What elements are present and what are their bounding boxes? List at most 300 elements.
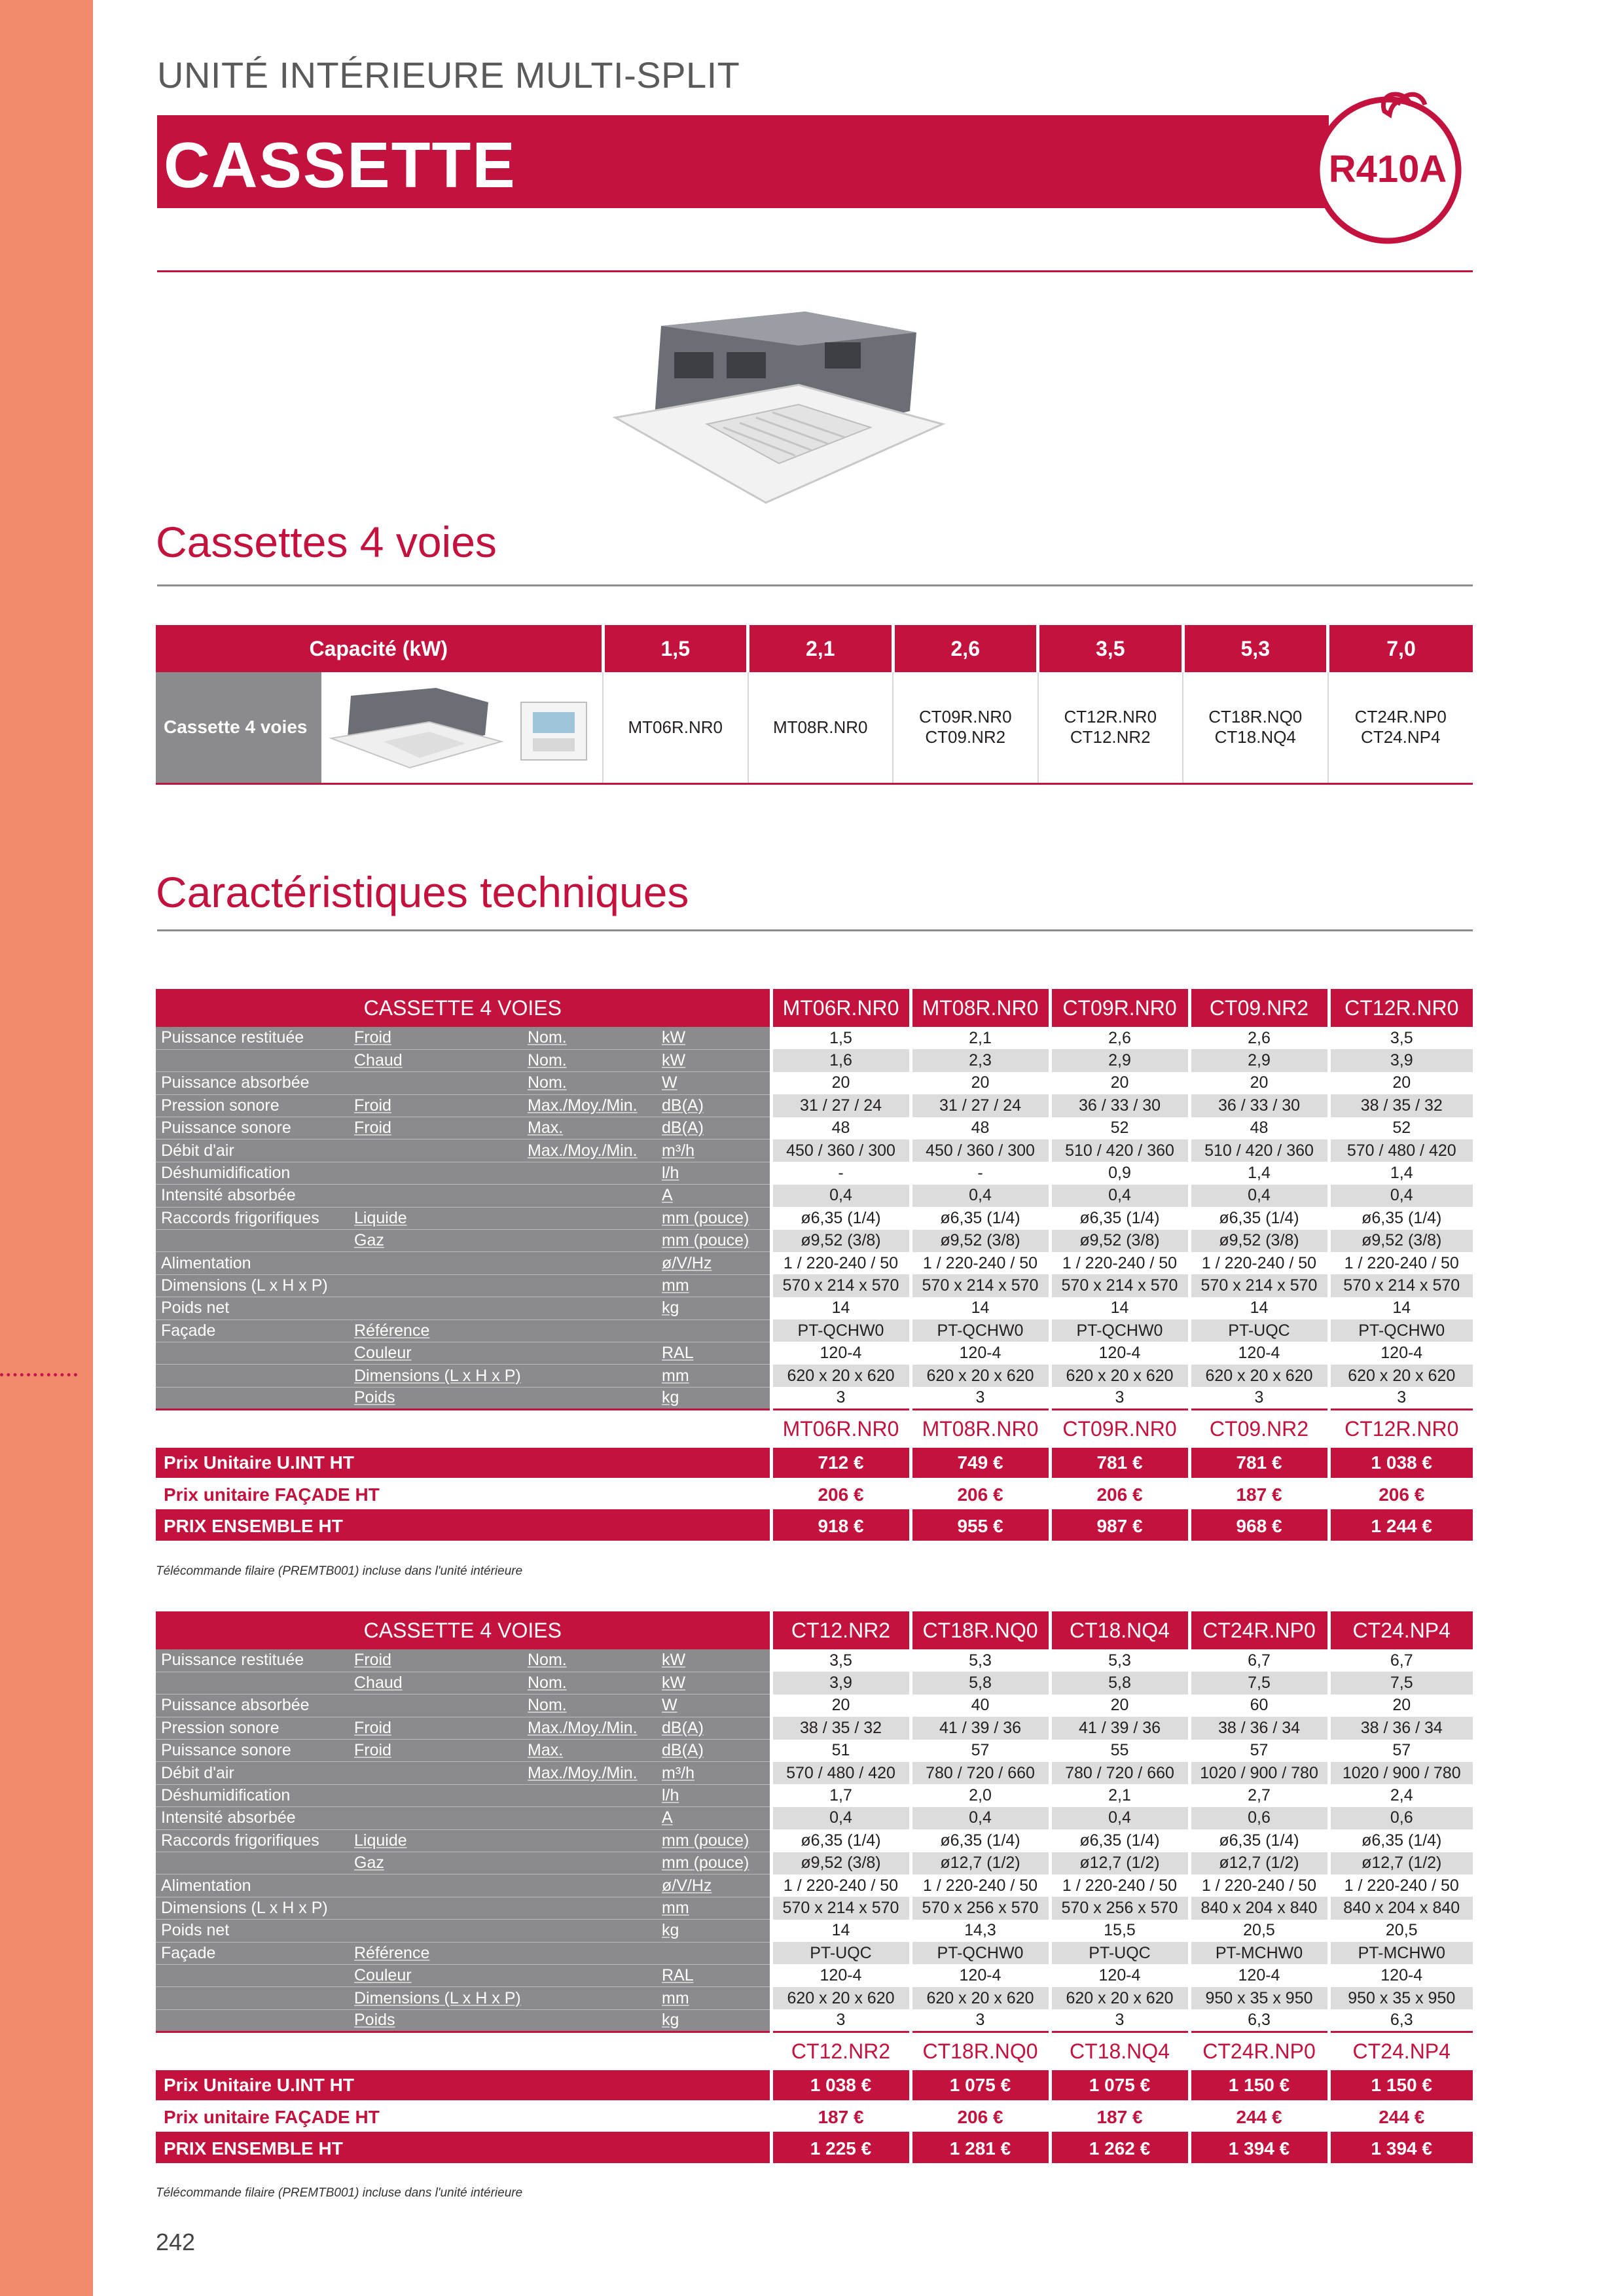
- table-row: [156, 1874, 1473, 1897]
- row-sublabel: [349, 1139, 522, 1162]
- row-mode: [522, 1829, 657, 1852]
- row-unit: ø/V/Hz: [657, 1252, 771, 1274]
- price-value: 1 075 €: [1050, 2070, 1189, 2102]
- table-row: [156, 1072, 1473, 1094]
- spec-value: 120-4: [771, 1964, 911, 1986]
- table-row: [156, 1695, 1473, 1717]
- spec-value: 1,5: [771, 1027, 911, 1049]
- spec-value: 0,4: [771, 1807, 911, 1829]
- row-label: [156, 1672, 349, 1694]
- spec-value: 780 / 720 / 660: [1050, 1762, 1189, 1784]
- model-footer: CT12.NR2: [771, 2032, 911, 2070]
- model-header: CT12.NR2: [771, 1611, 911, 1649]
- model-footer: CT12R.NR0: [1329, 1410, 1473, 1448]
- spec-value: 620 x 20 x 620: [771, 1987, 911, 2009]
- spec-value: 3: [771, 1387, 911, 1409]
- capacity-value: 5,3: [1183, 625, 1328, 672]
- row-sublabel: [349, 1920, 522, 1942]
- price-label: Prix Unitaire U.INT HT: [156, 2070, 771, 2102]
- row-mode: Nom.: [522, 1672, 657, 1694]
- spec-value: 950 x 35 x 950: [1329, 1987, 1473, 2009]
- row-label: [156, 1987, 349, 2009]
- model-cell: MT08R.NR0: [748, 672, 893, 783]
- spec-value: ø6,35 (1/4): [1329, 1207, 1473, 1229]
- spec-value: 20: [1329, 1072, 1473, 1094]
- spec-value: PT-QCHW0: [771, 1319, 911, 1342]
- page-number: 242: [156, 2229, 196, 2255]
- row-label: Puissance absorbée: [156, 1695, 349, 1717]
- row-unit: kg: [657, 1387, 771, 1409]
- spec-value: 2,7: [1189, 1784, 1329, 1806]
- spec-value: PT-UQC: [771, 1942, 911, 1964]
- spec-value: 120-4: [1189, 1342, 1329, 1364]
- model-footer: CT18.NQ4: [1050, 2032, 1189, 2070]
- row-sublabel: Froid: [349, 1027, 522, 1049]
- spec-value: 60: [1189, 1695, 1329, 1717]
- spec-value: 7,5: [1329, 1672, 1473, 1694]
- row-mode: Nom.: [522, 1072, 657, 1094]
- row-unit: m³/h: [657, 1139, 771, 1162]
- spec-value: 20: [1189, 1072, 1329, 1094]
- spec-value: 36 / 33 / 30: [1050, 1094, 1189, 1117]
- price-row: [156, 1448, 1473, 1479]
- spec-value: 570 x 214 x 570: [771, 1274, 911, 1297]
- row-unit: mm (pouce): [657, 1829, 771, 1852]
- spec-value: 120-4: [1050, 1342, 1189, 1364]
- row-label: Débit d'air: [156, 1762, 349, 1784]
- spec-value: 20: [1050, 1695, 1189, 1717]
- row-mode: [522, 1987, 657, 2009]
- spec-value: ø6,35 (1/4): [771, 1207, 911, 1229]
- spec-value: PT-QCHW0: [1329, 1319, 1473, 1342]
- page-title: CASSETTE: [164, 129, 516, 201]
- spec-value: 620 x 20 x 620: [911, 1987, 1050, 2009]
- table-row: [156, 1672, 1473, 1694]
- spec-value: ø6,35 (1/4): [911, 1207, 1050, 1229]
- spec-value: 57: [1189, 1740, 1329, 1762]
- row-unit: A: [657, 1185, 771, 1207]
- spec-value: 570 / 480 / 420: [771, 1762, 911, 1784]
- table-note: Télécommande filaire (PREMTB001) incluse dans l'unité intérieure: [156, 2186, 523, 2200]
- spec-value: 14,3: [911, 1920, 1050, 1942]
- row-unit: [657, 1942, 771, 1964]
- spec-value: 2,4: [1329, 1784, 1473, 1806]
- price-value: 187 €: [771, 2102, 911, 2133]
- section-rule: [157, 929, 1473, 931]
- spec-value: 6,7: [1189, 1649, 1329, 1672]
- row-sublabel: Chaud: [349, 1672, 522, 1694]
- spec-value: 6,7: [1329, 1649, 1473, 1672]
- table-row: [156, 1342, 1473, 1364]
- spec-value: ø12,7 (1/2): [1329, 1852, 1473, 1874]
- spec-value: 38 / 36 / 34: [1189, 1717, 1329, 1739]
- spec-value: 1020 / 900 / 780: [1329, 1762, 1473, 1784]
- model-header: CT18R.NQ0: [911, 1611, 1050, 1649]
- row-sublabel: Froid: [349, 1649, 522, 1672]
- row-label: Pression sonore: [156, 1717, 349, 1739]
- row-mode: [522, 1342, 657, 1364]
- price-value: 1 150 €: [1329, 2070, 1473, 2102]
- model-header: CT24.NP4: [1329, 1611, 1473, 1649]
- row-sublabel: Poids: [349, 1387, 522, 1409]
- row-unit: kg: [657, 1297, 771, 1319]
- spec-value: 570 / 480 / 420: [1329, 1139, 1473, 1162]
- row-mode: [522, 1365, 657, 1387]
- row-unit: mm (pouce): [657, 1207, 771, 1229]
- row-label: Dimensions (L x H x P): [156, 1274, 349, 1297]
- spec-value: PT-QCHW0: [911, 1942, 1050, 1964]
- capacity-value: 3,5: [1038, 625, 1183, 672]
- spec-value: 620 x 20 x 620: [1189, 1365, 1329, 1387]
- row-sublabel: Référence: [349, 1319, 522, 1342]
- spec-value: 3: [1050, 1387, 1189, 1409]
- row-sublabel: Poids: [349, 2009, 522, 2032]
- side-color-band: [0, 0, 93, 2296]
- row-sublabel: [349, 1297, 522, 1319]
- spec-value: 620 x 20 x 620: [1050, 1365, 1189, 1387]
- row-sublabel: Chaud: [349, 1049, 522, 1071]
- spec-value: 3: [1329, 1387, 1473, 1409]
- spec-value: ø9,52 (3/8): [1189, 1230, 1329, 1252]
- price-label: Prix unitaire FAÇADE HT: [156, 2102, 771, 2133]
- price-value: 206 €: [1329, 1479, 1473, 1511]
- table-row: [156, 1207, 1473, 1229]
- spec-value: 48: [771, 1117, 911, 1139]
- spec-value: 3: [771, 2009, 911, 2032]
- table-row: [156, 1139, 1473, 1162]
- price-value: 187 €: [1050, 2102, 1189, 2133]
- row-sublabel: [349, 1185, 522, 1207]
- row-unit: m³/h: [657, 1762, 771, 1784]
- spec-value: 1 / 220-240 / 50: [1189, 1252, 1329, 1274]
- spec-value: 450 / 360 / 300: [771, 1139, 911, 1162]
- model-footer: MT06R.NR0: [771, 1410, 911, 1448]
- row-label: Intensité absorbée: [156, 1185, 349, 1207]
- table-row: [156, 1027, 1473, 1049]
- model-header: MT08R.NR0: [911, 989, 1050, 1027]
- price-value: 1 150 €: [1189, 2070, 1329, 2102]
- row-mode: [522, 1942, 657, 1964]
- spec-value: 31 / 27 / 24: [911, 1094, 1050, 1117]
- row-label: [156, 1964, 349, 1986]
- row-unit: mm: [657, 1987, 771, 2009]
- row-label: Poids net: [156, 1920, 349, 1942]
- spec-value: 0,6: [1329, 1807, 1473, 1829]
- row-label: [156, 1387, 349, 1409]
- row-unit: kg: [657, 2009, 771, 2032]
- spec-value: ø6,35 (1/4): [1189, 1207, 1329, 1229]
- row-label: Débit d'air: [156, 1139, 349, 1162]
- spec-value: 620 x 20 x 620: [771, 1365, 911, 1387]
- spec-value: 41 / 39 / 36: [1050, 1717, 1189, 1739]
- row-unit: W: [657, 1072, 771, 1094]
- row-label: Alimentation: [156, 1252, 349, 1274]
- row-sublabel: [349, 1807, 522, 1829]
- price-row: [156, 1479, 1473, 1511]
- price-value: 206 €: [911, 2102, 1050, 2133]
- spec-value: 38 / 36 / 34: [1329, 1717, 1473, 1739]
- spec-value: 1 / 220-240 / 50: [1329, 1874, 1473, 1897]
- row-unit: mm: [657, 1274, 771, 1297]
- row-mode: [522, 1874, 657, 1897]
- table-row: [156, 1987, 1473, 2009]
- spec-value: 14: [1189, 1297, 1329, 1319]
- row-mode: Max./Moy./Min.: [522, 1717, 657, 1739]
- table-row: [156, 1942, 1473, 1964]
- spec-value: 48: [1189, 1117, 1329, 1139]
- row-sublabel: Liquide: [349, 1207, 522, 1229]
- price-value: 987 €: [1050, 1511, 1189, 1542]
- spec-value: 41 / 39 / 36: [911, 1717, 1050, 1739]
- row-mode: [522, 1297, 657, 1319]
- spec-value: ø6,35 (1/4): [771, 1829, 911, 1852]
- table-row: [156, 1387, 1473, 1409]
- spec-value: 14: [771, 1920, 911, 1942]
- price-value: 206 €: [1050, 1479, 1189, 1511]
- spec-value: 3,9: [1329, 1049, 1473, 1071]
- spec-value: 1 / 220-240 / 50: [911, 1874, 1050, 1897]
- page-kicker: UNITÉ INTÉRIEURE MULTI-SPLIT: [157, 54, 740, 96]
- price-value: 955 €: [911, 1511, 1050, 1542]
- table-row: [156, 1274, 1473, 1297]
- spec-value: 57: [1329, 1740, 1473, 1762]
- spec-value: 3: [911, 2009, 1050, 2032]
- price-value: 1 225 €: [771, 2133, 911, 2164]
- row-mode: [522, 1207, 657, 1229]
- spec-value: ø6,35 (1/4): [1189, 1829, 1329, 1852]
- row-label: Puissance sonore: [156, 1117, 349, 1139]
- price-value: 1 262 €: [1050, 2133, 1189, 2164]
- row-unit: mm (pouce): [657, 1852, 771, 1874]
- spec-value: PT-UQC: [1050, 1942, 1189, 1964]
- row-mode: Nom.: [522, 1027, 657, 1049]
- row-sublabel: [349, 1784, 522, 1806]
- row-mode: Max.: [522, 1117, 657, 1139]
- row-label: Intensité absorbée: [156, 1807, 349, 1829]
- row-sublabel: Froid: [349, 1717, 522, 1739]
- spec-value: 1 / 220-240 / 50: [911, 1252, 1050, 1274]
- footer-spacer: [156, 2032, 771, 2070]
- row-mode: Max.: [522, 1740, 657, 1762]
- row-unit: mm (pouce): [657, 1230, 771, 1252]
- spec-value: 1 / 220-240 / 50: [1050, 1252, 1189, 1274]
- model-footer: MT08R.NR0: [911, 1410, 1050, 1448]
- row-mode: [522, 1897, 657, 1919]
- spec-value: 3: [1050, 2009, 1189, 2032]
- spec-value: ø9,52 (3/8): [1329, 1230, 1473, 1252]
- table-row: [156, 1297, 1473, 1319]
- spec-value: 0,6: [1189, 1807, 1329, 1829]
- spec-value: 14: [911, 1297, 1050, 1319]
- table-title: CASSETTE 4 VOIES: [156, 1611, 771, 1649]
- row-sublabel: Dimensions (L x H x P): [349, 1987, 522, 2009]
- row-sublabel: Couleur: [349, 1342, 522, 1364]
- row-sublabel: Référence: [349, 1942, 522, 1964]
- row-sublabel: Froid: [349, 1117, 522, 1139]
- row-label: Déshumidification: [156, 1784, 349, 1806]
- spec-value: 14: [1329, 1297, 1473, 1319]
- price-row: [156, 1511, 1473, 1542]
- row-label: Alimentation: [156, 1874, 349, 1897]
- row-mode: [522, 1162, 657, 1184]
- model-footer: CT24.NP4: [1329, 2032, 1473, 2070]
- row-label: Déshumidification: [156, 1162, 349, 1184]
- row-label: Pression sonore: [156, 1094, 349, 1117]
- spec-value: 5,8: [1050, 1672, 1189, 1694]
- row-unit: RAL: [657, 1342, 771, 1364]
- spec-value: ø6,35 (1/4): [911, 1829, 1050, 1852]
- row-label: [156, 1049, 349, 1071]
- spec-value: 1 / 220-240 / 50: [1329, 1252, 1473, 1274]
- row-label: [156, 2009, 349, 2032]
- capacity-table: [156, 625, 1473, 785]
- table-row: [156, 1762, 1473, 1784]
- spec-value: 14: [1050, 1297, 1189, 1319]
- row-mode: Max./Moy./Min.: [522, 1094, 657, 1117]
- model-header: CT12R.NR0: [1329, 989, 1473, 1027]
- row-label: [156, 1852, 349, 1874]
- row-sublabel: Froid: [349, 1094, 522, 1117]
- spec-value: PT-UQC: [1189, 1319, 1329, 1342]
- price-value: 781 €: [1050, 1448, 1189, 1479]
- spec-value: 0,4: [1050, 1807, 1189, 1829]
- model-header: MT06R.NR0: [771, 989, 911, 1027]
- spec-value: 1 / 220-240 / 50: [1189, 1874, 1329, 1897]
- spec-value: PT-MCHW0: [1189, 1942, 1329, 1964]
- spec-value: 620 x 20 x 620: [1329, 1365, 1473, 1387]
- spec-value: 570 x 214 x 570: [1329, 1274, 1473, 1297]
- spec-value: 31 / 27 / 24: [771, 1094, 911, 1117]
- model-footer: CT09.NR2: [1189, 1410, 1329, 1448]
- capacity-header: Capacité (kW): [156, 625, 603, 672]
- spec-value: 570 x 256 x 570: [1050, 1897, 1189, 1919]
- row-mode: [522, 1387, 657, 1409]
- spec-value: 1,7: [771, 1784, 911, 1806]
- spec-value: 620 x 20 x 620: [911, 1365, 1050, 1387]
- price-value: 206 €: [771, 1479, 911, 1511]
- row-unit: kg: [657, 1920, 771, 1942]
- spec-value: 120-4: [911, 1964, 1050, 1986]
- table-row: [156, 1829, 1473, 1852]
- price-row: [156, 2070, 1473, 2102]
- svg-text:R410A: R410A: [1328, 148, 1447, 190]
- spec-value: ø6,35 (1/4): [1050, 1829, 1189, 1852]
- spec-value: 5,3: [1050, 1649, 1189, 1672]
- row-mode: [522, 1274, 657, 1297]
- spec-value: 57: [911, 1740, 1050, 1762]
- row-mode: Max./Moy./Min.: [522, 1762, 657, 1784]
- spec-value: 570 x 214 x 570: [1189, 1274, 1329, 1297]
- row-sublabel: [349, 1252, 522, 1274]
- row-sublabel: Couleur: [349, 1964, 522, 1986]
- spec-value: 1020 / 900 / 780: [1189, 1762, 1329, 1784]
- row-sublabel: Liquide: [349, 1829, 522, 1852]
- spec-value: ø9,52 (3/8): [1050, 1230, 1189, 1252]
- spec-value: 48: [911, 1117, 1050, 1139]
- model-header: CT09R.NR0: [1050, 989, 1189, 1027]
- row-mode: [522, 1920, 657, 1942]
- price-value: 206 €: [911, 1479, 1050, 1511]
- spec-value: 570 x 256 x 570: [911, 1897, 1050, 1919]
- price-value: 244 €: [1189, 2102, 1329, 2133]
- spec-value: 2,1: [1050, 1784, 1189, 1806]
- model-cell: CT12R.NR0 CT12.NR2: [1038, 672, 1183, 783]
- table-row: [156, 1365, 1473, 1387]
- table-row: [156, 1094, 1473, 1117]
- row-unit: [657, 1319, 771, 1342]
- row-label: Puissance restituée: [156, 1027, 349, 1049]
- model-footer: CT24R.NP0: [1189, 2032, 1329, 2070]
- row-sublabel: Gaz: [349, 1230, 522, 1252]
- row-unit: dB(A): [657, 1717, 771, 1739]
- spec-value: 840 x 204 x 840: [1329, 1897, 1473, 1919]
- table-note: Télécommande filaire (PREMTB001) incluse dans l'unité intérieure: [156, 1564, 523, 1578]
- row-mode: [522, 1807, 657, 1829]
- spec-value: 510 / 420 / 360: [1050, 1139, 1189, 1162]
- spec-value: PT-QCHW0: [911, 1319, 1050, 1342]
- table-row: [156, 1852, 1473, 1874]
- row-sublabel: Gaz: [349, 1852, 522, 1874]
- model-header: CT18.NQ4: [1050, 1611, 1189, 1649]
- row-mode: [522, 1252, 657, 1274]
- row-unit: RAL: [657, 1964, 771, 1986]
- section-title-specs: Caractéristiques techniques: [156, 868, 689, 916]
- table-row: [156, 1252, 1473, 1274]
- price-label: Prix unitaire FAÇADE HT: [156, 1479, 771, 1511]
- row-sublabel: [349, 1874, 522, 1897]
- spec-value: 0,4: [911, 1185, 1050, 1207]
- spec-table-1: [156, 989, 1473, 1543]
- row-sublabel: [349, 1162, 522, 1184]
- row-unit: dB(A): [657, 1740, 771, 1762]
- capacity-value: 2,6: [893, 625, 1038, 672]
- table-row: [156, 1897, 1473, 1919]
- row-unit: A: [657, 1807, 771, 1829]
- spec-value: 3: [911, 1387, 1050, 1409]
- row-label: Façade: [156, 1319, 349, 1342]
- spec-value: 20,5: [1329, 1920, 1473, 1942]
- row-label: Raccords frigorifiques: [156, 1207, 349, 1229]
- row-unit: ø/V/Hz: [657, 1874, 771, 1897]
- row-sublabel: [349, 1274, 522, 1297]
- row-sublabel: [349, 1762, 522, 1784]
- table-title: CASSETTE 4 VOIES: [156, 989, 771, 1027]
- row-label: [156, 1230, 349, 1252]
- spec-value: 15,5: [1050, 1920, 1189, 1942]
- row-mode: [522, 1185, 657, 1207]
- spec-value: 20: [771, 1695, 911, 1717]
- price-value: 918 €: [771, 1511, 911, 1542]
- row-label: Puissance sonore: [156, 1740, 349, 1762]
- price-value: 1 394 €: [1189, 2133, 1329, 2164]
- row-mode: [522, 2009, 657, 2032]
- refrigerant-badge-icon: [1306, 85, 1470, 249]
- price-value: 1 281 €: [911, 2133, 1050, 2164]
- model-cell: CT09R.NR0 CT09.NR2: [893, 672, 1038, 783]
- row-label: Puissance restituée: [156, 1649, 349, 1672]
- row-sublabel: Froid: [349, 1740, 522, 1762]
- row-unit: kW: [657, 1049, 771, 1071]
- spec-value: ø9,52 (3/8): [771, 1230, 911, 1252]
- spec-value: 52: [1329, 1117, 1473, 1139]
- row-unit: dB(A): [657, 1117, 771, 1139]
- price-row: [156, 2102, 1473, 2133]
- row-mode: [522, 1784, 657, 1806]
- side-dotted-rule: [0, 1373, 77, 1376]
- model-header: CT24R.NP0: [1189, 1611, 1329, 1649]
- spec-value: 0,4: [1050, 1185, 1189, 1207]
- row-mode: [522, 1852, 657, 1874]
